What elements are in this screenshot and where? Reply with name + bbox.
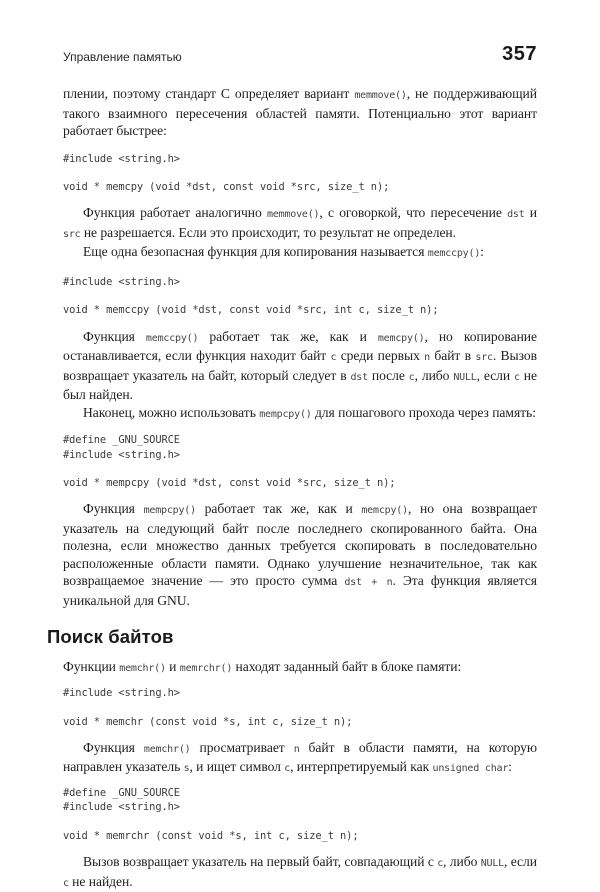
inline-code: c (63, 877, 69, 889)
page-number: 357 (502, 43, 537, 65)
inline-code: s (183, 763, 190, 775)
code-block-mempcpy: #define _GNU_SOURCE #include <string.h> void * mempcpy (void *dst, const void *src, size_t n); (63, 434, 396, 490)
inline-code: dst + n (344, 577, 393, 589)
inline-code: memcpy() (361, 505, 408, 517)
inline-code: src (63, 228, 81, 240)
inline-code: memchr() (119, 663, 166, 675)
inline-code: src (475, 352, 493, 364)
running-title: Управление памятью (63, 50, 182, 64)
page-body (47, 85, 538, 892)
code-block-memccpy: #include <string.h> void * memccpy (void *dst, const void *src, int c, size_t n); (63, 275, 439, 317)
inline-code: memmove() (266, 209, 320, 221)
paragraph-memchr-intro: Функции memchr() и memrchr() находят заданный байт в блоке памяти: (63, 659, 462, 675)
inline-code: n (424, 352, 430, 364)
paragraph-mempcpy-intro: Наконец, можно использовать mempcpy() для пошагового прохода через память: (83, 404, 536, 420)
inline-code: memchr() (143, 743, 191, 755)
inline-code: mempcpy() (143, 505, 196, 517)
inline-code: memccpy() (145, 332, 199, 344)
paragraph-memcpy-desc: Функция работает аналогично memmove(), с оговоркой, что пересечение dst и src не разрешается. Если это происходит, то результат не определен. (63, 205, 538, 240)
paragraph-memrchr-desc: Вызов возвращает указатель на первый байт, совпадающий с c, либо NULL, если c не найден. (63, 854, 537, 889)
inline-code: memccpy() (427, 248, 481, 260)
inline-code: c (408, 371, 415, 383)
inline-code: n (293, 743, 300, 755)
page-header (63, 43, 537, 70)
inline-code: memmove() (354, 90, 407, 101)
section-heading: Поиск байтов (47, 626, 174, 648)
paragraph-memmove-intro: плении, поэтому стандарт C определяет вариант memmove(), не поддерживающий такого взаимного пересечения областей памяти. Потенциально этот вариант работает быстрее: (63, 86, 537, 138)
code-block-memcpy: #include <string.h> void * memcpy (void *dst, const void *src, size_t n); (63, 152, 390, 194)
inline-code: memrchr() (179, 663, 233, 675)
inline-code: c (284, 763, 291, 775)
inline-code: c (437, 858, 444, 870)
paragraph-memccpy-desc: Функция memccpy() работает так же, как и memcpy(), но копирование останавливается, если функция находит байт c среди первых n байт в src. Вызов возвращает указатель на байт, который следует в dst после c, либо NULL, если c не был найден. (63, 328, 538, 403)
inline-code: c (514, 371, 520, 383)
paragraph-memchr-desc: Функция memchr() просматривает n байт в области памяти, на которую направлен указатель s, и ищет символ c, интерпретируемый как unsigned char: (63, 739, 538, 775)
code-block-memrchr: #define _GNU_SOURCE #include <string.h> void * memrchr (const void *s, int c, size_t n); (63, 786, 359, 842)
inline-code: c (330, 352, 337, 364)
inline-code: mempcpy() (259, 408, 312, 420)
inline-code: NULL (480, 858, 504, 870)
paragraph-memccpy-intro: Еще одна безопасная функция для копирования называется memccpy(): (83, 244, 484, 260)
inline-code: unsigned char (432, 763, 509, 775)
inline-code: dst (507, 209, 525, 221)
inline-code: dst (350, 371, 368, 383)
paragraph-mempcpy-desc: Функция mempcpy() работает так же, как и memcpy(), но она возвращает указатель на следующий байт после последнего скопированного байта. Она полезна, если множество данных требуется скопировать в последовательно расположенные области памяти. Однако улучшение незначительное, так как возвращаемое значение — это просто сумма dst + n. Эта функция является уникальной для GNU. (63, 501, 537, 608)
inline-code: NULL (453, 371, 477, 383)
inline-code: memcpy() (377, 332, 425, 344)
code-block-memchr: #include <string.h> void * memchr (const void *s, int c, size_t n); (63, 686, 353, 728)
